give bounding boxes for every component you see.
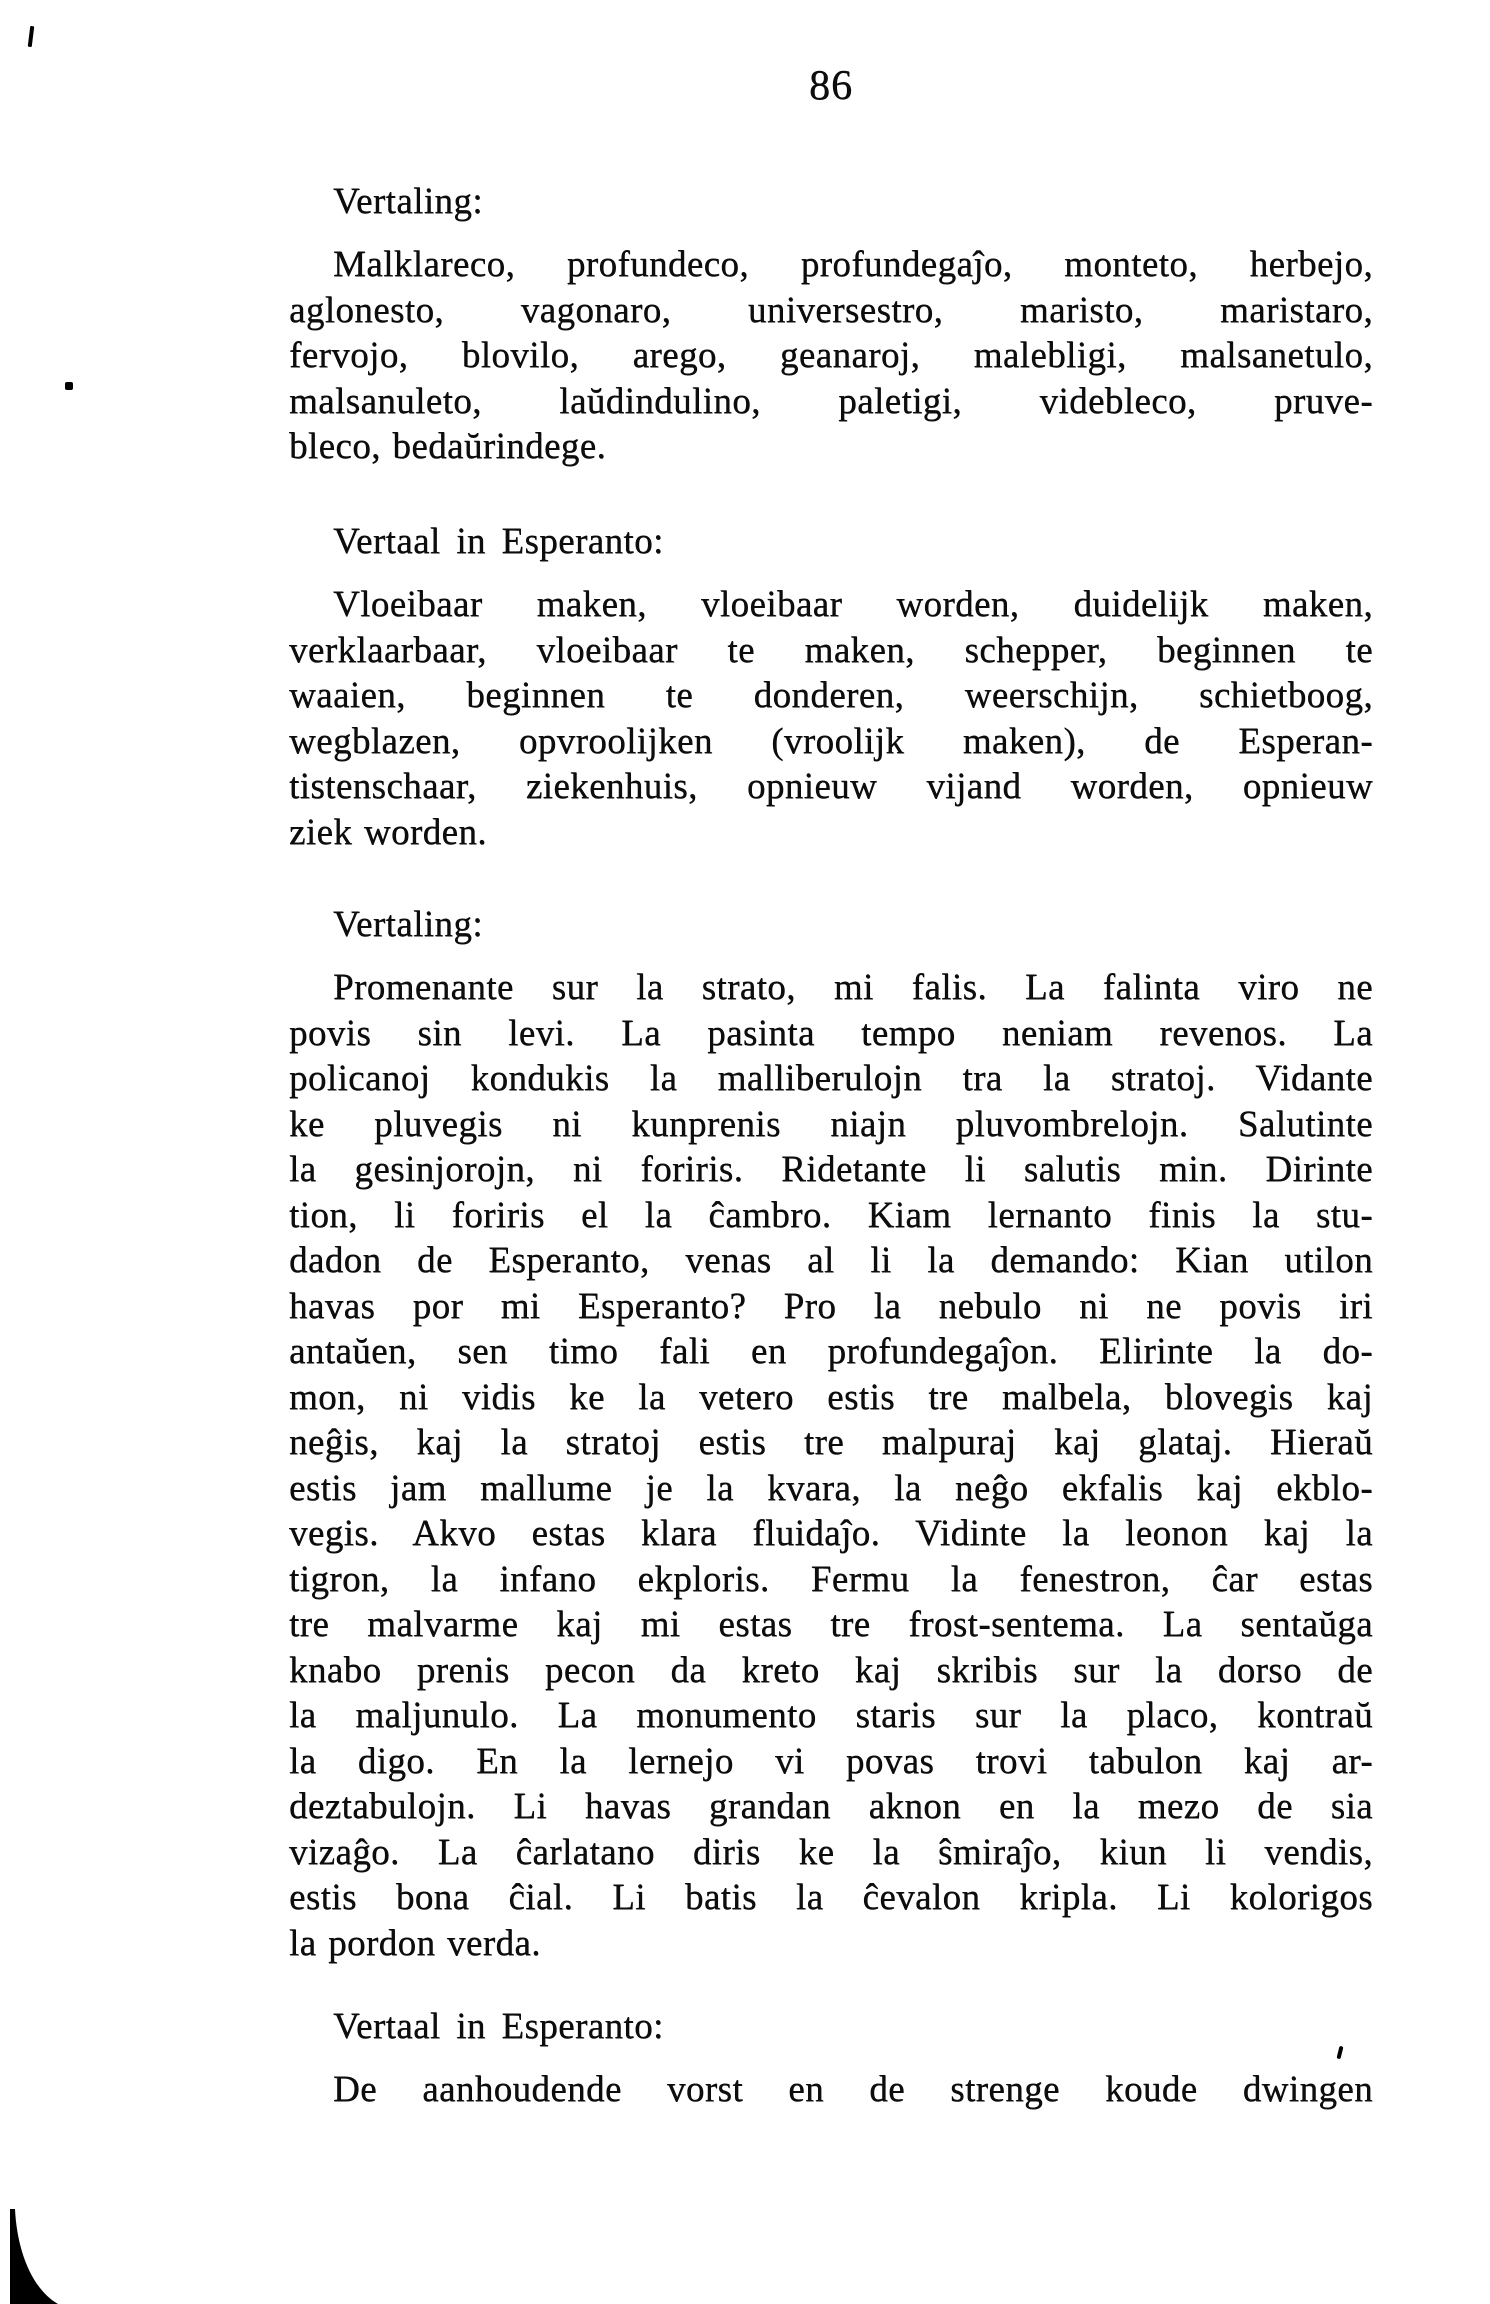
text-line: ke pluvegis ni kunprenis niajn pluvombrelojn. Salutinte (289, 1103, 1373, 1145)
text-line: la maljunulo. La monumento staris sur la placo, kontraŭ (289, 1695, 1373, 1736)
text-line: malsanuleto, laŭdindulino, paletigi, videbleco, pruve- (289, 380, 1373, 422)
text-line: ziek worden. (289, 811, 487, 853)
text-line: vegis. Akvo estas klara fluidaĵo. Vidinte la leonon kaj la (289, 1513, 1373, 1554)
text-line: bleco, bedaŭrindege. (289, 426, 607, 467)
text-line: havas por mi Esperanto? Pro la nebulo ni ne povis iri (289, 1285, 1373, 1327)
section-heading: Vertaling: (333, 181, 483, 222)
paragraph (289, 242, 1373, 470)
section-heading: Vertaling: (333, 904, 483, 945)
text-line: waaien, beginnen te donderen, weerschijn, schietboog, (289, 675, 1373, 716)
paragraph (289, 2067, 1373, 2113)
section-heading: Vertaal in Esperanto: (333, 521, 664, 562)
text-line: De aanhoudende vorst en de strenge koude dwingen (333, 2069, 1373, 2110)
text-line: mon, ni vidis ke la vetero estis tre malbela, blovegis kaj (289, 1376, 1373, 1418)
text-line: la gesinjorojn, ni foriris. Ridetante li salutis min. Dirinte (289, 1149, 1373, 1190)
text-line: verklaarbaar, vloeibaar te maken, schepper, beginnen te (289, 629, 1373, 671)
paragraph (289, 582, 1373, 855)
text-line: Malklareco, profundeco, profundegaĵo, monteto, herbejo, (333, 244, 1373, 285)
text-line: la pordon verda. (289, 1922, 541, 1964)
text-line: fervojo, blovilo, arego, geanaroj, malebligi, malsanetulo, (289, 335, 1373, 376)
section-vertaal-in-esperanto-1 (289, 519, 1373, 855)
text-line: povis sin levi. La pasinta tempo neniam revenos. La (289, 1012, 1373, 1054)
text-line: tigron, la infano ekploris. Fermu la fenestron, ĉar estas (289, 1558, 1373, 1600)
text-line: antaŭen, sen timo fali en profundegaĵon. Elirinte la do- (289, 1331, 1373, 1372)
text-line: deztabulojn. Li havas grandan aknon en la mezo de sia (289, 1786, 1373, 1827)
text-line: tistenschaar, ziekenhuis, opnieuw vijand worden, opnieuw (289, 766, 1373, 807)
text-line: knabo prenis pecon da kreto kaj skribis sur la dorso de (289, 1649, 1373, 1691)
text-line: neĝis, kaj la stratoj estis tre malpuraj kaj glataj. Hieraŭ (289, 1422, 1373, 1463)
ink-dot-icon (65, 382, 73, 390)
text-line: Vloeibaar maken, vloeibaar worden, duidelijk maken, (333, 584, 1373, 625)
text-line: aglonesto, vagonaro, universestro, maristo, maristaro, (289, 289, 1373, 331)
section-vertaling-1 (289, 179, 1373, 470)
text-line: tre malvarme kaj mi estas tre frost-sentema. La sentaŭga (289, 1604, 1373, 1645)
text-line: dadon de Esperanto, venas al li la demando: Kian utilon (289, 1240, 1373, 1281)
text-line: la digo. En la lernejo vi povas trovi tabulon kaj ar- (289, 1740, 1373, 1782)
text-line: vizaĝo. La ĉarlatano diris ke la ŝmiraĵo, kiun li vendis, (289, 1831, 1373, 1873)
section-vertaling-2 (289, 902, 1373, 1966)
text-line: tion, li foriris el la ĉambro. Kiam lernanto finis la stu- (289, 1194, 1373, 1236)
text-line: estis bona ĉial. Li batis la ĉevalon kripla. Li kolorigos (289, 1877, 1373, 1918)
text-line: policanoj kondukis la malliberulojn tra la stratoj. Vidante (289, 1058, 1373, 1099)
text-line: estis jam mallume je la kvara, la neĝo ekfalis kaj ekblo- (289, 1467, 1373, 1509)
section-vertaal-in-esperanto-2 (289, 2004, 1373, 2113)
section-heading: Vertaal in Esperanto: (333, 2006, 664, 2047)
text-line: wegblazen, opvroolijken (vroolijk maken), de Esperan- (289, 720, 1373, 762)
scan-corner-artifact-icon (10, 2209, 70, 2304)
page-number: 86 (809, 63, 853, 109)
text-line: Promenante sur la strato, mi falis. La falinta viro ne (333, 967, 1373, 1008)
ink-mark-icon (28, 26, 35, 47)
paragraph (289, 965, 1373, 1966)
